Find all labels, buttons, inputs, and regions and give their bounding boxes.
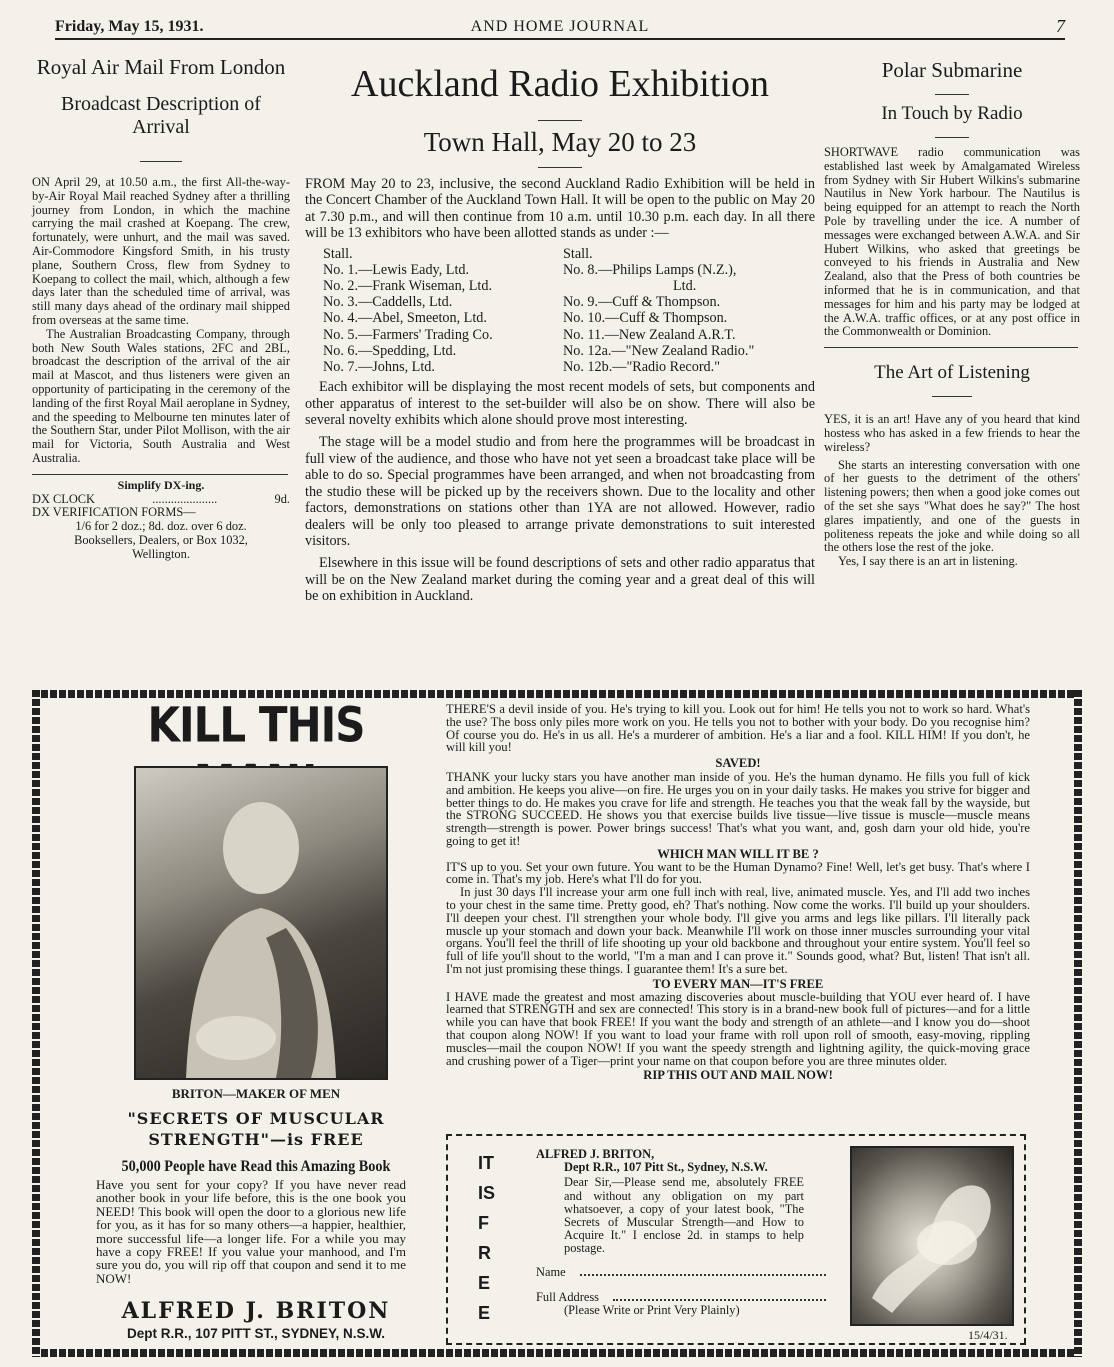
advert-paragraph: I HAVE made the greatest and most amazing discoveries about muscle-building that YOU ever heard of. I have learned that STRENGTH and sex are connected! This story is in a brand-new book full of pictures—and for a little while you can have that book FREE! If you want the body and strength of an athlete—and I know you do—shoot that coupon along NOW! If you want to load your frame with roll upon roll of smooth, easy-moving, rippling muscles—mail the coupon NOW! If you want the speedy strength and lightning agility, the quick-moving grace and crushing power of a Tiger—print your name on that coupon before you are three minutes older.	[446, 989, 1030, 1068]
stall-heading: Stall.	[563, 245, 593, 262]
flexed-arm-photo	[850, 1146, 1014, 1326]
dx-forms-line: DX VERIFICATION FORMS—	[32, 505, 196, 520]
advert-headline: KILL THIS	[147, 696, 365, 753]
journal-name: AND HOME JOURNAL	[470, 18, 650, 35]
flexed-arm-icon	[852, 1148, 1012, 1324]
advert-paragraph: IT'S up to you. Set your own future. You want to be the Human Dynamo? Fine! Well, let's get busy. That's where I come in. That's my job. Here's what I'll do for you.	[446, 859, 1030, 887]
coupon-border-left	[446, 1134, 448, 1344]
article-subtitle: In Touch by Radio	[881, 103, 1023, 124]
advert-border-right	[1074, 690, 1082, 1357]
coupon-form[interactable]	[536, 1148, 826, 1317]
stall-item: No. 11.—New Zealand A.R.T.	[563, 326, 736, 343]
coupon-address-label: Full Address	[536, 1289, 599, 1304]
article-subtitle: Town Hall, May 20 to 23	[423, 127, 697, 157]
divider	[935, 137, 969, 138]
dx-dealers-line: Booksellers, Dealers, or Box 1032,	[74, 532, 248, 547]
advert-right	[446, 703, 1030, 1082]
coupon-name-row[interactable]	[536, 1266, 826, 1279]
coupon-border-top	[446, 1134, 1026, 1136]
article-title: The Art of Listening	[874, 362, 1030, 384]
coupon-letter: IT	[478, 1153, 494, 1173]
divider	[824, 347, 1078, 348]
secrets-title: "SECRETS OF MUSCULAR STRENGTH"—is FREE	[127, 1109, 385, 1149]
article-paragraph: Yes, I say there is an art in listening.	[838, 554, 1018, 569]
coupon-name-label: Name	[536, 1264, 566, 1279]
coupon-letter: E	[478, 1303, 491, 1323]
stall-item: No. 8.—Philips Lamps (N.Z.),	[563, 261, 737, 278]
divider	[538, 167, 582, 168]
advert-paragraph: THERE'S a devil inside of you. He's trying to kill you. Look out for him! He tells you not to work so hard. What's the use? The boss only piles more work on you. He tells you not to bother with your body. Do you recognise him? Of course you do. He's in us all. He's a murderer of ambition. He's a liar and a fool. KILL HIM! If you don't, he will kill you!	[446, 702, 1030, 755]
coupon-hint: (Please Write or Print Very Plainly)	[564, 1303, 740, 1318]
issue-date: Friday, May 15, 1931.	[55, 18, 204, 35]
coupon-body: Dear Sir,—Please send me, absolutely FREE and without any obligation on my part whatsoever, a copy of your latest book, "The Secrets of Muscular Strength—and How to Acquire It." I enclose 2d. in stamps to help postage.	[564, 1175, 804, 1256]
divider	[932, 396, 972, 397]
dx-clock-line	[32, 493, 290, 507]
divider	[538, 120, 582, 121]
divider	[32, 474, 288, 475]
left-column	[32, 56, 290, 562]
stall-item: No. 6.—Spedding, Ltd.	[323, 342, 457, 359]
advert-left-body: Have you sent for your copy? If you have never read another book in your life before, this is the one book you NEED! This book will open the door to a glorious new life for you, as it has for so many others—a happier, healthier, more successful life—a longer life. For a while you may have a copy FREE! If you value your manhood, and I'm sure you do, you will rip off that coupon and send it to me NOW!	[96, 1177, 406, 1286]
center-column	[305, 62, 815, 605]
stall-item: No. 9.—Cuff & Thompson.	[563, 294, 721, 311]
dx-ad-title: Simplify DX-ing.	[117, 477, 205, 492]
page-header	[55, 12, 1065, 40]
advert-heading: SAVED!	[715, 756, 761, 771]
stall-item: Ltd.	[673, 278, 697, 295]
divider	[140, 161, 182, 162]
stall-list-right	[563, 246, 813, 376]
stall-item: No. 4.—Abel, Smeeton, Ltd.	[323, 310, 487, 327]
stall-item: No. 10.—Cuff & Thompson.	[563, 310, 728, 327]
stall-item: No. 12b.—"Radio Record."	[563, 359, 720, 376]
man-figure-icon	[136, 768, 386, 1078]
coupon-letter: IS	[478, 1183, 496, 1203]
article-paragraph: Each exhibitor will be displaying the most recent models of sets, but components and other apparatus of interest to the set-builder will also be on show. There will also be several novelty exhibits which alone should prove most interesting.	[305, 379, 815, 429]
page-number: 7	[1056, 16, 1065, 36]
stall-item: No. 5.—Farmers' Trading Co.	[323, 326, 493, 343]
coupon-letter: F	[478, 1213, 489, 1233]
article-title: Polar Submarine	[881, 58, 1023, 82]
stall-item: No. 3.—Caddells, Ltd.	[323, 294, 453, 311]
dx-clock-price: 9d.	[274, 491, 290, 506]
advert-border-left	[32, 690, 40, 1357]
stall-list	[323, 246, 815, 376]
coupon-to-name: ALFRED J. BRITON,	[536, 1147, 655, 1161]
advert-border-bottom	[32, 1349, 1082, 1357]
stall-item: No. 7.—Johns, Ltd.	[323, 359, 435, 376]
stall-list-left	[323, 246, 563, 376]
briton-address: Dept R.R., 107 PITT ST., SYDNEY, N.S.W.	[126, 1326, 386, 1341]
article-paragraph: SHORTWAVE radio communication was established last week by Amalgamated Wireless from Sydney with Sir Hubert Wilkins's submarine Nautilus in New York harbour. The Nautilus is being equipped for an attempt to reach the North Pole by travelling under the ice. A number of messages were exchanged between A.W.A. and Sir Hubert Wilkins, who asked that greetings be conveyed to his friends in Australia and New Zealand, also that the Press of both countries be informed that he is in communication, and that messages for him and his party may be lodged at the A.W.A. traffic offices, or at any post office in the Commonwealth or Dominion.	[824, 145, 1080, 339]
advert-paragraph: In just 30 days I'll increase your arm one full inch with real, live, animated muscle. Yes, and I'll add two inches to your chest in the same time. Pretty good, eh? That's nothing. Now come the works. I'll build up your shoulders. I'll deepen your chest. I'll strengthen your whole body. I'll give you arms and legs like pillars. I'll literally pack muscle up your stomach and down your back. Meanwhile I'll work on those inner muscles surrounding your vital organs. You'll feel the thrill of life shooting up your old backbone and throughout your entire system. You'll feel so full of life you'll shout to the world, "I'm a man and I can prove it." Sounds good, what? But, listen! That isn't all. I'm not just promising these things. I guarantee them! It's a sure bet.	[446, 885, 1030, 976]
coupon-code: 15/4/31.	[968, 1328, 1008, 1342]
coupon-free-letters	[478, 1148, 518, 1328]
stall-item: No. 2.—Frank Wiseman, Ltd.	[323, 278, 493, 295]
article-paragraph: FROM May 20 to 23, inclusive, the second Auckland Radio Exhibition will be held in the Concert Chamber of the Auckland Town Hall. It will be open to the public on May 20 at 7.30 p.m., and will then continue from 10 a.m. until 10.30 p.m. each day. In all there will be 13 exhibitors who have been allotted stands as under :—	[305, 176, 815, 242]
stall-item: No. 12a.—"New Zealand Radio."	[563, 342, 755, 359]
advert-heading: TO EVERY MAN—IT'S FREE	[652, 976, 824, 991]
article-paragraph: ON April 29, at 10.50 a.m., the first All-the-way-by-Air Royal Mail reached Sydney after a thrilling journey from London, in which the machine carrying the mail crashed at Koepang. The crew, fortunately, were unhurt, and the mail was saved. Air-Commodore Kingsford Smith, in his trusty plane, Southern Cross, flew from Sydney to Koepang to collect the mail, which, although a few days later than the scheduled time of arrival, was still many days ahead of the ordinary mail shipped from overseas at the same time.	[32, 175, 290, 327]
article-subtitle: Broadcast Description of Arrival	[61, 93, 261, 138]
coupon-letter: E	[478, 1273, 491, 1293]
coupon-border-right	[1024, 1134, 1026, 1344]
article-title: Auckland Radio Exhibition	[351, 63, 769, 105]
briton-photo	[134, 766, 388, 1080]
article-paragraph: The Australian Broadcasting Company, through both New South Wales stations, 2FC and 2BL, broadcast the description of the arrival of the air mail at Mascot, and thus listeners were given an opportunity of participating in the ceremony of the landing of the first Royal Mail aeroplane in Sydney, and the speeding to Melbourne ten minutes later of the Southern Star, under Pilot Mollison, with the air mail for Victoria, South Australia and West Australia.	[32, 326, 290, 465]
coupon-letter: R	[478, 1243, 491, 1263]
coupon-border-bottom	[446, 1343, 1026, 1345]
dx-price-line: 1/6 for 2 doz.; 8d. doz. over 6 doz.	[75, 519, 247, 534]
read-line: 50,000 People have Read this Amazing Book	[121, 1158, 391, 1175]
advert-heading: RIP THIS OUT AND MAIL NOW!	[643, 1068, 833, 1083]
right-column	[824, 58, 1080, 569]
article-title: Royal Air Mail From London	[36, 55, 286, 79]
article-paragraph: The stage will be a model studio and from here the programmes will be broadcast in full view of the audience, and those who have not yet seen a broadcast take place will be able to do so. Special programmes have been arranged, and when not broadcasting from the studio these will be picked up by the receivers shown. Due to the locality and other factors, demonstrations on stations other than 1YA are not allowed. However, radio dealers will be only too pleased to arrange private demonstrations to suit interested visitors.	[305, 434, 815, 549]
briton-name: ALFRED J. BRITON	[121, 1298, 391, 1324]
coupon-to-address: Dept R.R., 107 Pitt St., Sydney, N.S.W.	[564, 1160, 768, 1175]
stall-item: No. 1.—Lewis Eady, Ltd.	[323, 261, 470, 278]
stall-heading: Stall.	[323, 245, 353, 262]
advert-left	[86, 696, 426, 1341]
photo-caption: BRITON—MAKER OF MEN	[171, 1086, 341, 1101]
dx-city-line: Wellington.	[132, 546, 190, 561]
coupon-address-field[interactable]	[613, 1291, 826, 1301]
coupon-name-field[interactable]	[580, 1266, 826, 1276]
article-paragraph: Elsewhere in this issue will be found descriptions of sets and other radio apparatus that will be on the New Zealand market during the coming year and a great deal of this will be on exhibition in Auckland.	[305, 555, 815, 605]
dx-clock-dots: .....................	[152, 491, 218, 506]
article-paragraph: She starts an interesting conversation with one of her guests to the detriment of the others' listening powers; then when a good joke comes out of the set she says "What does he say?" The host glares impatiently, and one of the guests in politeness repeats the joke and while doing so all the others lose the rest of the joke.	[824, 457, 1080, 555]
advert-heading: WHICH MAN WILL IT BE ?	[657, 846, 819, 861]
divider	[935, 94, 969, 95]
article-paragraph: YES, it is an art! Have any of you heard that kind hostess who has asked in a few friends to hear the wireless?	[824, 412, 1080, 454]
advert-paragraph: THANK your lucky stars you have another man inside of you. He's the human dynamo. He fills you full of kick and ambition. He keeps you alive—on fire. He urges you on in your daily tasks. He makes you strive for bigger and better things to do. He makes you crave for life and strength. He teaches you that the weak fall by the wayside, but the STRONG SUCCEED. He shows you that exercise builds live tissue—live tissue is muscle—muscle means strength—strength is power. Power brings success! That's what you want, and, gosh darn your old hide, you're going to get it!	[446, 769, 1030, 848]
dx-clock-label: DX CLOCK	[32, 491, 95, 506]
